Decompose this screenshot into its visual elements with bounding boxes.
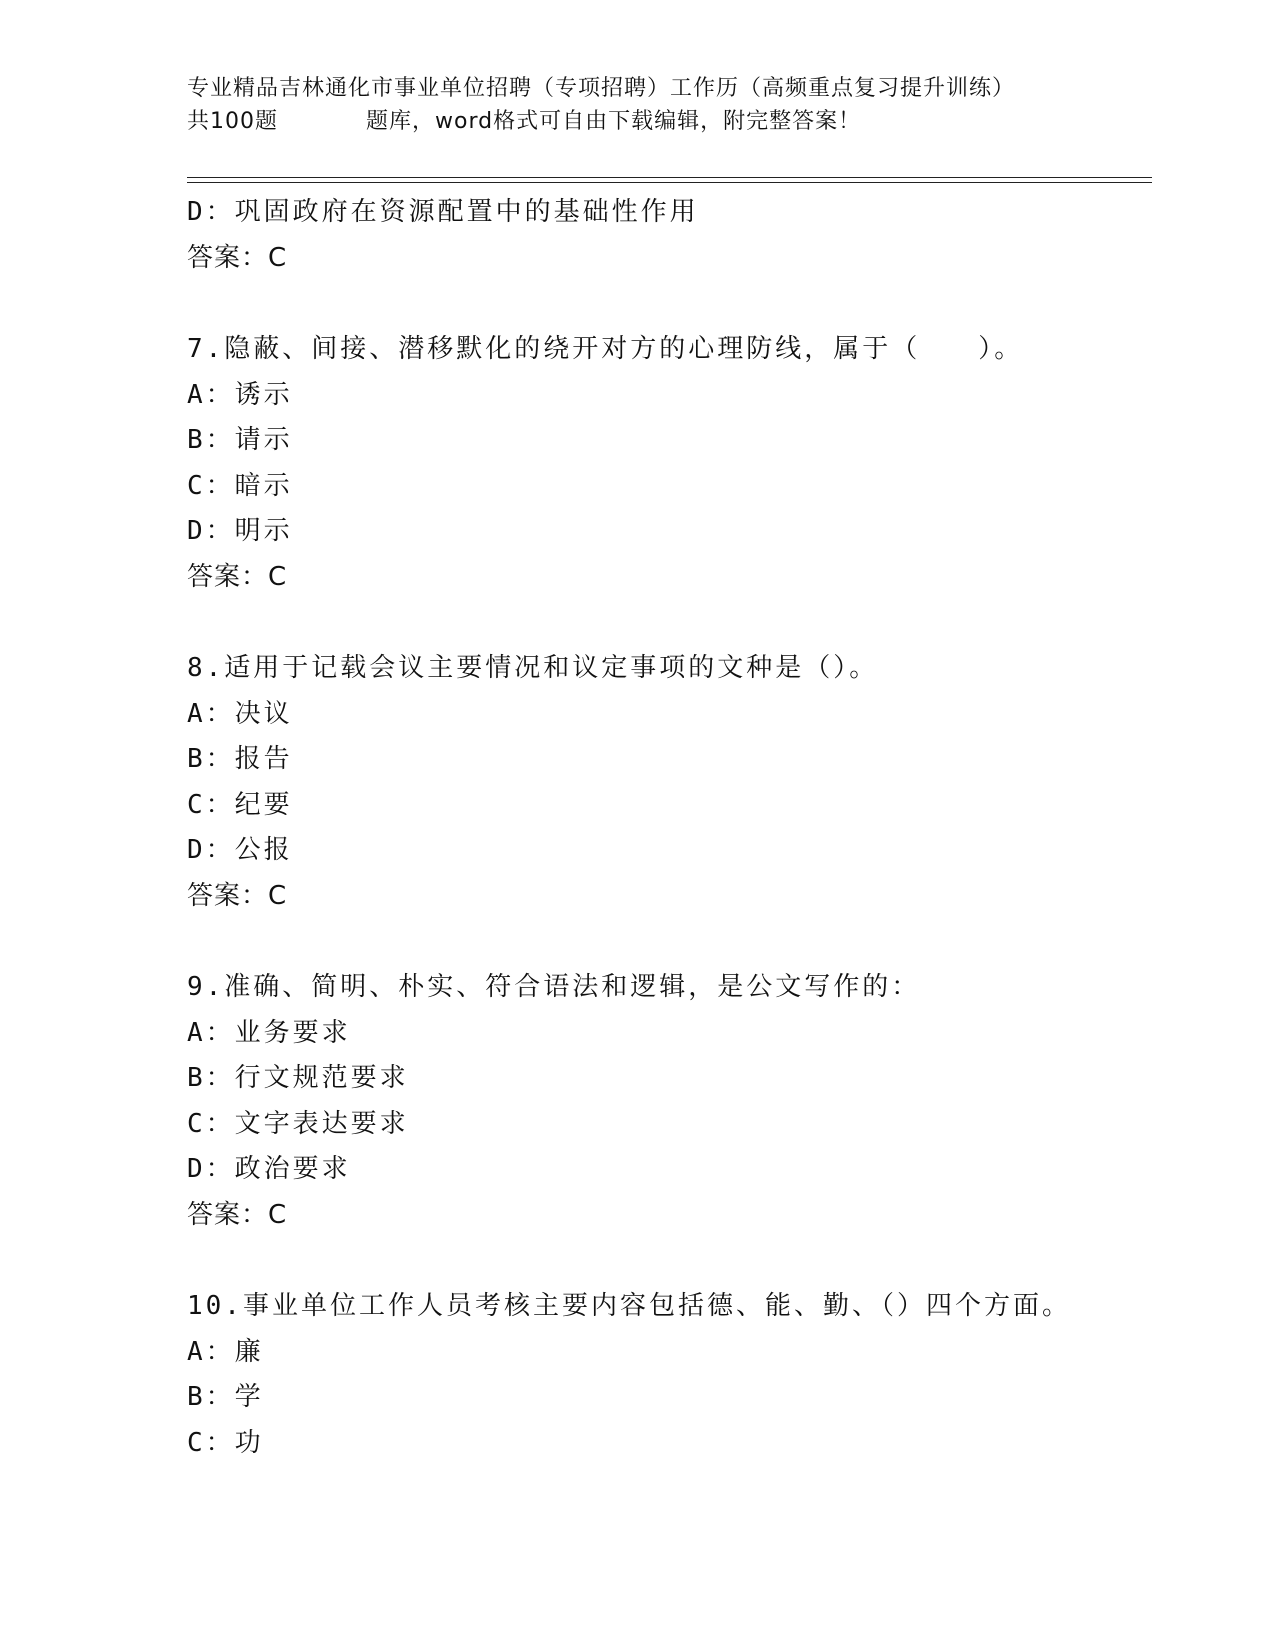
question-9 (187, 965, 1147, 1238)
answer: 答案：C (187, 880, 288, 911)
option-c: C：功 (187, 1427, 264, 1458)
question-stem: 9.准确、简明、朴实、符合语法和逻辑，是公文写作的： (187, 972, 921, 1002)
header-divider-top (187, 177, 1152, 178)
spacer (187, 919, 1147, 965)
spacer (187, 1238, 1147, 1284)
spacer (187, 281, 1147, 327)
header-divider-bottom (187, 182, 1152, 183)
answer: 答案：C (187, 561, 288, 592)
question-10 (187, 1284, 1147, 1466)
question-6-tail (187, 190, 1147, 281)
page-header (187, 72, 1147, 138)
header-subtitle (187, 105, 1147, 138)
option-c: C：文字表达要求 (187, 1108, 409, 1139)
option-c: C：纪要 (187, 789, 293, 820)
question-stem: 10.事业单位工作人员考核主要内容包括德、能、勤、（）四个方面。 (187, 1291, 1071, 1321)
option-a: A：决议 (187, 698, 293, 729)
option-c: C：暗示 (187, 470, 293, 501)
question-list (187, 190, 1147, 1466)
option-b: B：请示 (187, 425, 293, 455)
option-a: A：廉 (187, 1336, 264, 1367)
question-8 (187, 646, 1147, 919)
answer: 答案：C (187, 242, 288, 273)
spacer (187, 600, 1147, 646)
option-b: B：报告 (187, 744, 293, 774)
header-question-count: 共100题 (187, 109, 278, 134)
answer: 答案：C (187, 1199, 288, 1230)
option-a: A：业务要求 (187, 1017, 351, 1048)
option-b: B：学 (187, 1382, 264, 1412)
header-description: 题库，word格式可自由下载编辑，附完整答案！ (366, 109, 862, 134)
option-b: B：行文规范要求 (187, 1063, 409, 1093)
option-d: D：巩固政府在资源配置中的基础性作用 (187, 197, 699, 227)
option-a: A：诱示 (187, 379, 293, 410)
question-7 (187, 327, 1147, 600)
option-d: D：公报 (187, 835, 293, 865)
header-title: 专业精品吉林通化市事业单位招聘（专项招聘）工作历（高频重点复习提升训练） (187, 76, 1016, 101)
question-stem: 7.隐蔽、间接、潜移默化的绕开对方的心理防线，属于（ ）。 (187, 334, 1024, 364)
option-d: D：政治要求 (187, 1154, 351, 1184)
option-d: D：明示 (187, 516, 293, 546)
question-stem: 8.适用于记载会议主要情况和议定事项的文种是（）。 (187, 653, 879, 683)
